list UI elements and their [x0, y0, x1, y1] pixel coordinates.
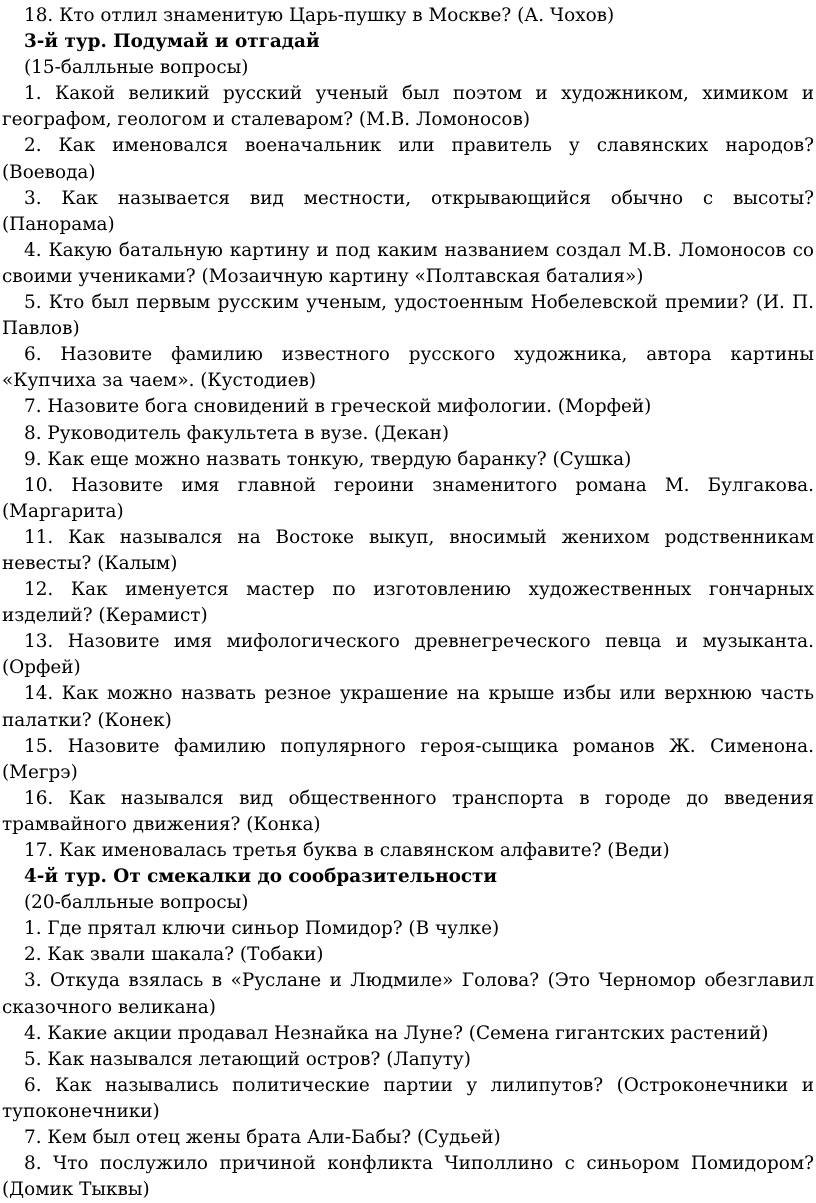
question-item: 18. Кто отлил знаменитую Царь-пушку в Москве? (А. Чохов)	[24, 5, 615, 26]
question-item: 13. Назовите имя мифологического древнегреческого певца и музыканта. (Орфей)	[2, 631, 814, 679]
question-item: 1. Какой великий русский ученый был поэтом и художником, химиком и географом, геологом и сталеваром? (М.В. Ломоносов)	[2, 83, 814, 131]
question-item: 8. Что послужило причиной конфликта Чиполлино с синьором Помидором? (Домик Тыквы)	[2, 1153, 814, 1201]
question-item: 15. Назовите фамилию популярного героя-сыщика романов Ж. Сименона. (Мегрэ)	[2, 735, 814, 783]
question-item: 6. Как назывались политические партии у лилипутов? (Остроконечники и тупоконечники)	[2, 1074, 814, 1122]
question-item: 4. Какую батальную картину и под каким названием создал М.В. Ломоносов со своими учениками? (Мозаичную картину «Полтавская баталия»)	[2, 239, 814, 287]
question-item: 9. Как еще можно назвать тонкую, твердую баранку? (Сушка)	[24, 448, 632, 470]
question-item: 1. Где прятал ключи синьор Помидор? (В чулке)	[24, 918, 500, 940]
round-heading: 4-й тур. От смекалки до сообразительности	[24, 866, 498, 888]
question-item: 7. Кем был отец жены брата Али-Бабы? (Судьей)	[24, 1127, 501, 1149]
round-subtitle: (20-балльные вопросы)	[24, 892, 249, 914]
round-subtitle: (15-балльные вопросы)	[24, 57, 249, 79]
question-item: 2. Как звали шакала? (Тобаки)	[24, 944, 324, 966]
question-item: 5. Как назывался летающий остров? (Лапуту)	[24, 1048, 471, 1070]
question-item: 12. Как именуется мастер по изготовлению художественных гончарных изделий? (Керамист)	[2, 579, 814, 627]
question-item: 16. Как назывался вид общественного транспорта в городе до введения трамвайного движения? (Конка)	[2, 787, 814, 835]
round-heading: 3-й тур. Подумай и отгадай	[24, 31, 320, 53]
question-item: 11. Как назывался на Востоке выкуп, вносимый женихом родственникам невесты? (Калым)	[2, 526, 814, 574]
question-item: 6. Назовите фамилию известного русского художника, автора картины «Купчиха за чаем». (Кустодиев)	[2, 344, 814, 392]
question-item: 14. Как можно назвать резное украшение на крыше избы или верхнюю часть палатки? (Конек)	[2, 683, 814, 731]
question-item: 17. Как именовалась третья буква в славянском алфавите? (Веди)	[24, 840, 670, 861]
question-item: 10. Назовите имя главной героини знаменитого романа М. Булгакова. (Маргарита)	[2, 474, 814, 522]
question-item: 7. Назовите бога сновидений в греческой мифологии. (Морфей)	[24, 396, 652, 418]
question-item: 3. Как называется вид местности, открывающийся обычно с высоты? (Панорама)	[2, 187, 814, 235]
question-item: 4. Какие акции продавал Незнайка на Луне? (Семена гигантских растений)	[24, 1022, 769, 1044]
question-item: 3. Откуда взялась в «Руслане и Людмиле» Голова? (Это Черномор обезглавил сказочного великана)	[2, 970, 814, 1018]
question-item: 8. Руководитель факультета в вузе. (Декан)	[24, 422, 450, 444]
question-item: 5. Кто был первым русским ученым, удостоенным Нобелевской премии? (И. П. Павлов)	[2, 292, 814, 340]
question-item: 2. Как именовался военачальник или правитель у славянских народов? (Воевода)	[2, 135, 814, 183]
